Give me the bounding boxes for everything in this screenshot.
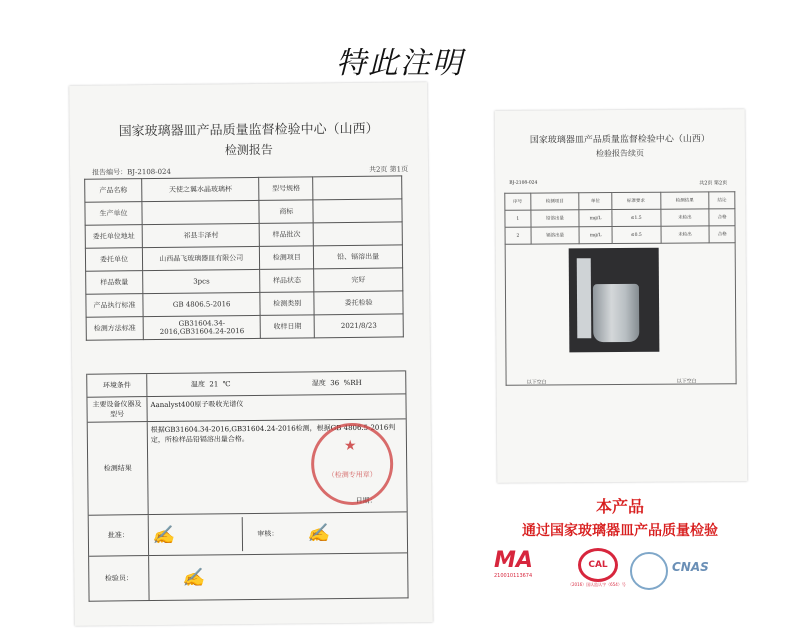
equip-value: Aanalyst400原子吸收光谱仪	[150, 400, 244, 410]
report2-header-cell: 标准要求	[612, 192, 661, 209]
tester-row	[149, 553, 407, 600]
report2-header-cell: 结论	[709, 192, 735, 209]
report-org: 国家玻璃器皿产品质量监督检验中心（山西）	[118, 121, 379, 140]
report-row	[85, 176, 402, 202]
report-table	[84, 175, 404, 340]
result-label: 检测结果	[88, 422, 149, 515]
report2-org: 国家玻璃器皿产品质量监督检验中心（山西）	[529, 134, 710, 146]
test-report-page-1	[69, 82, 433, 626]
report2-number: BJ-2108-024	[509, 180, 538, 186]
report-cell-label: 型号规格	[259, 177, 313, 201]
report2-header-cell: 检测项目	[530, 193, 579, 210]
report-row	[85, 245, 402, 271]
report2-cell: 2	[505, 227, 531, 244]
report-cell-value: 铅、镉溶出量	[314, 245, 403, 269]
pass-statement: 通过国家玻璃器皿产品质量检验	[522, 523, 718, 539]
report2-header-cell: 单位	[579, 193, 612, 210]
report-row	[85, 199, 402, 225]
product-title: 本产品	[595, 497, 644, 516]
report2-cell: 镉溶出量	[531, 227, 580, 244]
cma-logo: MA 210010113674	[494, 548, 533, 579]
result-value: 根据GB31604.34-2016,GB31604.24-2016检测，根据GB 4806.5-2016判定，所检样品铅镉溶出量合格。 日期：	[150, 423, 396, 505]
report2-cell: ≤1.5	[612, 209, 661, 226]
report2-header-cell: 检测结果	[660, 192, 709, 209]
report-cell-value: 祁县丰泽村	[142, 223, 260, 247]
report-cell-value: 3pcs	[143, 269, 261, 293]
report-cell-value	[313, 199, 402, 223]
report-cell-label: 商标	[259, 200, 313, 224]
report2-cell: 合格	[709, 226, 735, 243]
report2-cell: mg/L	[579, 227, 612, 244]
cnas-logo: CNAS	[672, 560, 709, 574]
report-title: 检测报告	[224, 142, 273, 158]
report2-table	[504, 191, 735, 245]
ilac-logo	[630, 552, 668, 590]
report-cell-label: 委托单位	[85, 248, 142, 272]
report2-pages: 共2页 第2页	[699, 180, 728, 187]
approve-signature: ✍	[151, 524, 175, 546]
report2-row	[505, 226, 735, 245]
inspection-seal: ★ （检测专用章）	[311, 423, 394, 506]
report-cell-label: 样品状态	[260, 269, 314, 293]
tester-label: 检验员：	[89, 556, 149, 601]
report2-cell: 未检出	[660, 209, 709, 226]
report-number: 报告编号：BJ-2108-024	[92, 167, 171, 177]
ruler	[577, 258, 592, 338]
report-cell-label: 检测类别	[260, 292, 314, 316]
report-cell-value: GB31604.34-2016,GB31604.24-2016	[143, 315, 261, 339]
report-cell-label: 产品名称	[85, 179, 142, 203]
report-cell-label: 样品数量	[86, 271, 143, 295]
report-cell-label: 样品批次	[259, 223, 313, 247]
report-cell-value	[313, 222, 402, 246]
env-label: 环境条件	[87, 374, 147, 397]
approve-label: 批准：	[89, 515, 149, 556]
report-cell-value: 天使之翼水晶玻璃杯	[142, 177, 260, 201]
report-row	[86, 268, 403, 294]
test-report-page-2	[495, 109, 748, 483]
report2-row	[505, 209, 735, 228]
report-cell-value	[313, 176, 402, 200]
report-cell-label: 产品执行标准	[86, 294, 143, 318]
report2-cell: 1	[505, 210, 531, 227]
report-cell-value	[142, 200, 260, 224]
report-cell-value: 山西晶飞玻璃器皿有限公司	[142, 246, 260, 270]
tester-signature: ✍	[182, 566, 205, 589]
cal-logo: CAL （2016）国认监认字（654）号	[568, 548, 626, 588]
report2-cell: 未检出	[661, 226, 710, 243]
report-pages: 共2页 第1页	[368, 165, 409, 174]
report-cell-label: 收样日期	[260, 315, 314, 339]
product-photo	[569, 248, 660, 353]
report2-header-cell: 序号	[505, 193, 531, 210]
report-cell-value: 2021/8/23	[314, 314, 403, 338]
glass-cup	[593, 284, 639, 342]
page-title: 特此注明	[336, 46, 464, 81]
report-cell-label: 委托单位地址	[85, 225, 142, 249]
blank-note-1: 以下空白	[526, 379, 547, 386]
report-row	[85, 222, 402, 248]
report-row	[86, 314, 403, 340]
report-cell-value: 委托检验	[314, 291, 403, 315]
report2-title: 检验报告续页	[595, 148, 645, 159]
report-cell-label: 检测方法标准	[86, 317, 143, 341]
report2-cell: 铅溶出量	[531, 210, 580, 227]
report-cell-label: 检测项目	[260, 246, 314, 270]
equip-label: 主要设备仪器及型号	[87, 397, 147, 422]
env-values: 温度 21 ℃ 湿度 36 %RH	[190, 378, 362, 389]
approve-row: ✍ 审核： ✍	[149, 512, 407, 555]
blank-note-2: 以下空白	[676, 378, 697, 385]
report-row	[86, 291, 403, 317]
report-cell-value: 完好	[314, 268, 403, 292]
report-cell-label: 生产单位	[85, 202, 142, 226]
report2-cell: ≤0.5	[612, 226, 661, 243]
report2-cell: mg/L	[579, 210, 612, 227]
report2-cell: 合格	[709, 209, 735, 226]
review-signature: ✍	[306, 522, 330, 544]
report2-header-row	[505, 192, 735, 211]
report-cell-value: GB 4806.5-2016	[143, 292, 261, 316]
